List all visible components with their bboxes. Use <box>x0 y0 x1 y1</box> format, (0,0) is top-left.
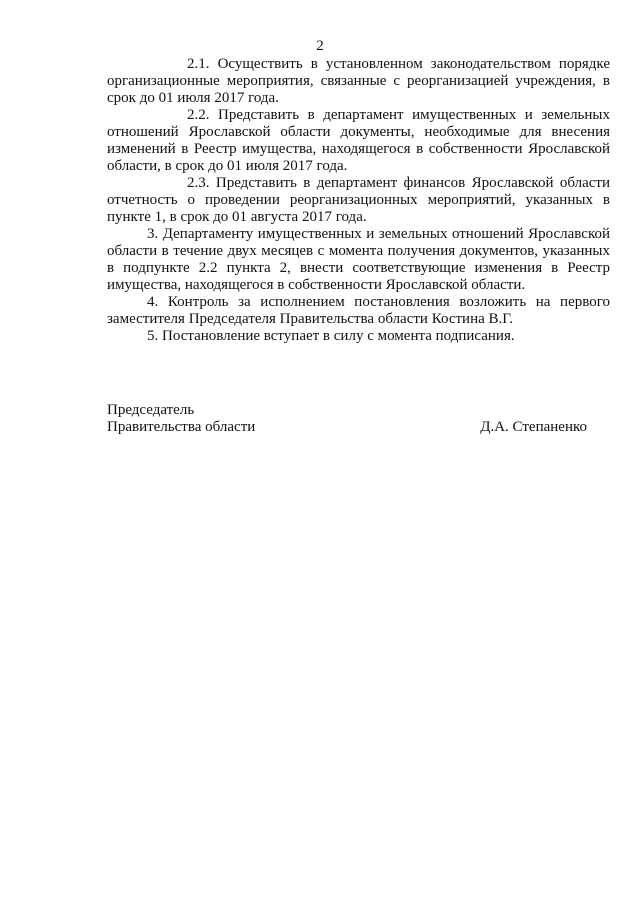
paragraph-2-1 <box>107 56 610 107</box>
signatory-title-line1: Председатель <box>107 402 195 418</box>
paragraph-2-2 <box>107 107 610 175</box>
paragraph-text: Осуществить в установленном законодательством порядке организационные мероприятия, связанные с реорганизацией учреждения, в срок до 01 июля 2017 года. <box>107 56 610 106</box>
paragraph-number: 2.3. <box>187 175 210 191</box>
paragraph-5 <box>107 328 610 345</box>
page-number: 2 <box>316 38 324 54</box>
signatory-name: Д.А. Степаненко <box>480 419 587 435</box>
paragraph-2-3 <box>107 175 610 226</box>
paragraph-text: Представить в департамент финансов Ярославской области отчетность о проведении реорганизационных мероприятий, указанных в пункте 1, в срок до 01 августа 2017 года. <box>107 175 611 225</box>
paragraph-number: 2.2. <box>187 107 210 123</box>
signatory-title-line2: Правительства области <box>107 419 256 435</box>
document-body <box>107 56 610 345</box>
paragraph-number: 4. <box>147 294 159 310</box>
paragraph-3 <box>107 226 610 294</box>
paragraph-number: 2.1. <box>187 56 210 72</box>
paragraph-text: Контроль за исполнением постановления возложить на первого заместителя Председателя Правительства области Костина В.Г. <box>107 294 610 327</box>
paragraph-number: 3. <box>147 226 159 242</box>
paragraph-text: Представить в департамент имущественных и земельных отношений Ярославской области документы, необходимые для внесения изменений в Реестр имущества, находящегося в собственности Ярославской области, в срок до 01 июля 2017 года. <box>107 107 611 174</box>
signature-row <box>107 419 587 436</box>
paragraph-number: 5. <box>147 328 159 344</box>
paragraph-text: Департаменту имущественных и земельных отношений Ярославской области в течение двух месяцев с момента получения документов, указанных в подпункте 2.2 пункта 2, внести соответствующие изменения в Реестр имущества, находящегося в собственности Ярославской области. <box>107 226 610 293</box>
signature-block <box>107 402 587 436</box>
paragraph-text: Постановление вступает в силу с момента подписания. <box>162 328 515 344</box>
paragraph-4 <box>107 294 610 328</box>
